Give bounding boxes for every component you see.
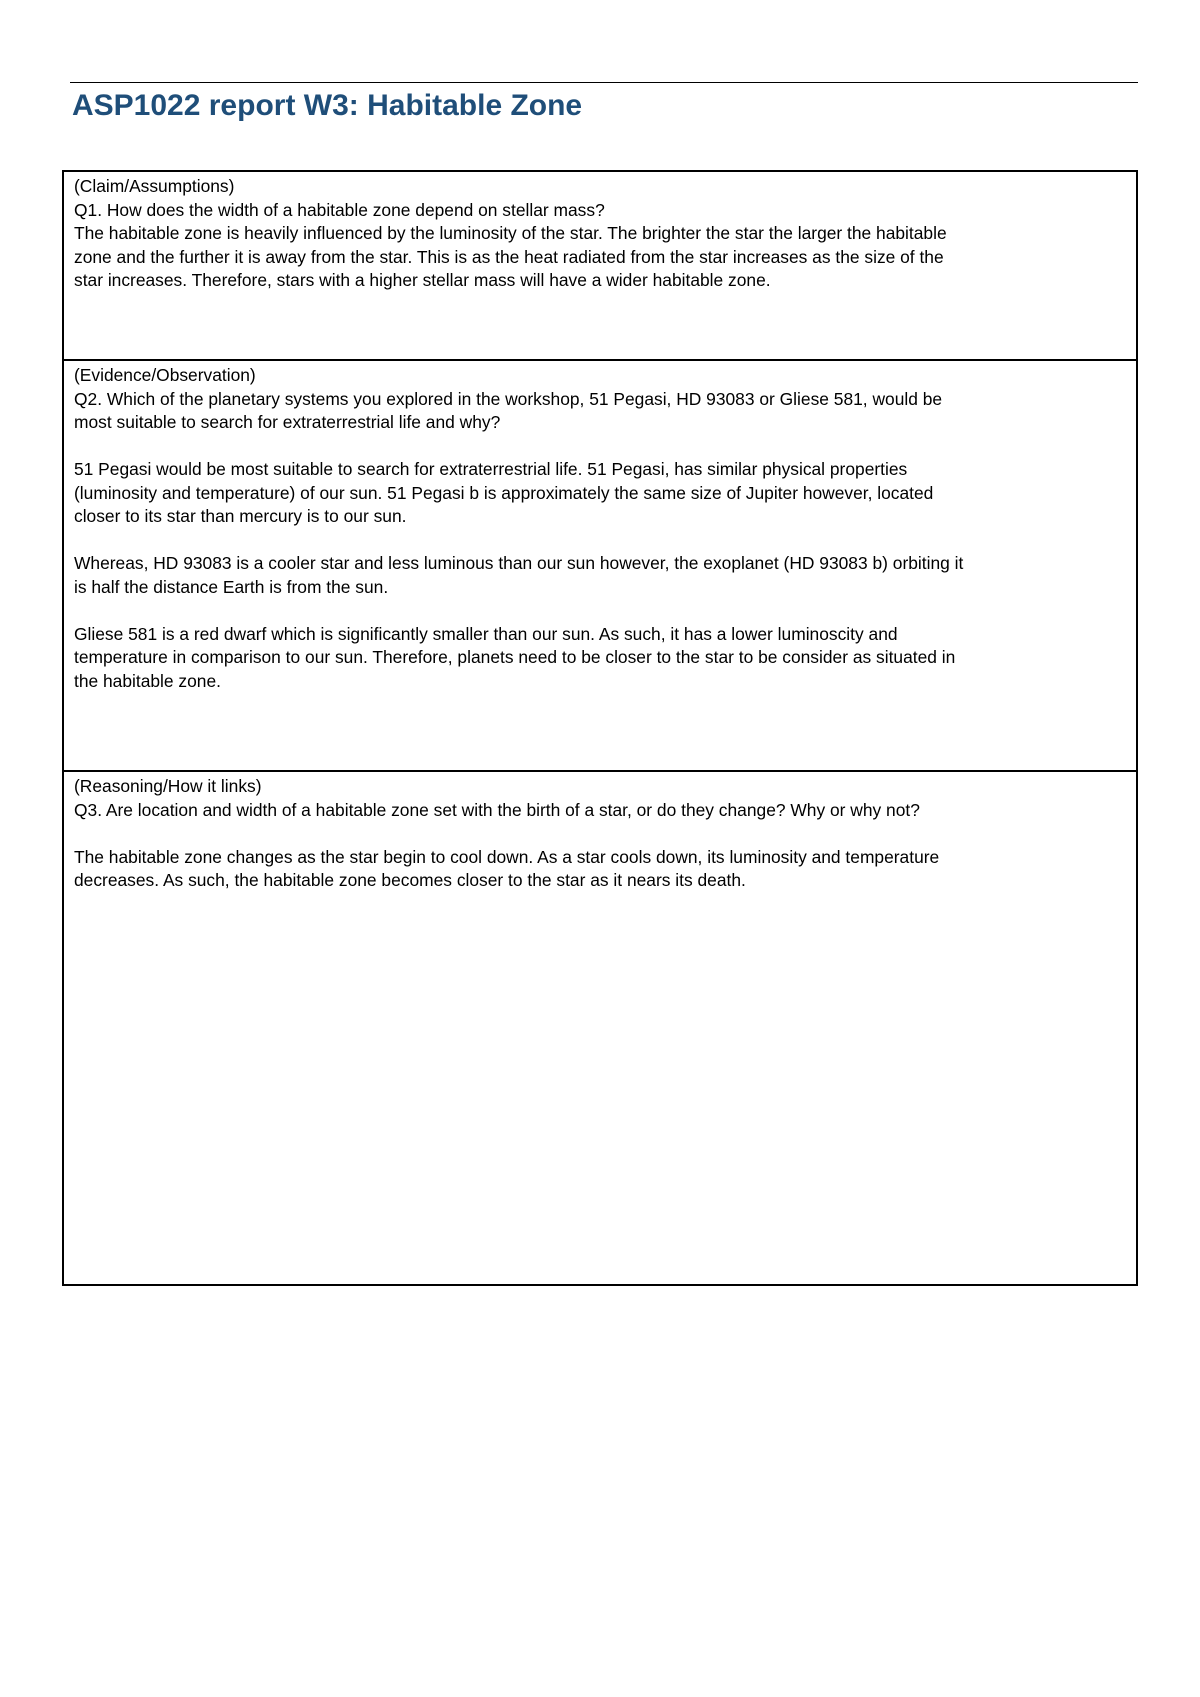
answer-line: the habitable zone. bbox=[74, 670, 221, 691]
question-text: Q1. How does the width of a habitable zone depend on stellar mass? bbox=[74, 199, 605, 220]
answer-line: Gliese 581 is a red dwarf which is significantly smaller than our sun. As such, it has a lower luminoscity and bbox=[74, 623, 898, 644]
answer-paragraph-pegasi bbox=[74, 458, 1126, 529]
answer-line: Whereas, HD 93083 is a cooler star and less luminous than our sun however, the exoplanet (HD 93083 b) orbiting it bbox=[74, 553, 964, 573]
answer-paragraph bbox=[74, 846, 1126, 893]
evidence-section bbox=[64, 359, 1136, 770]
document-title: ASP1022 report W3: Habitable Zone bbox=[72, 89, 583, 122]
answer-line: closer to its star than mercury is to our sun. bbox=[74, 506, 407, 526]
answer-line: decreases. As such, the habitable zone becomes closer to the star as it nears its death. bbox=[74, 870, 746, 890]
paragraph-gap bbox=[74, 435, 1126, 459]
paragraph-gap bbox=[74, 822, 1126, 846]
section-heading: (Reasoning/How it links) bbox=[74, 776, 262, 796]
answer-line: temperature in comparison to our sun. Therefore, planets need to be closer to the star to be consider as situated in bbox=[74, 647, 956, 667]
claim-section bbox=[64, 172, 1136, 359]
paragraph-gap bbox=[74, 599, 1126, 623]
section-heading: (Evidence/Observation) bbox=[74, 365, 256, 385]
answer-paragraph-hd93083 bbox=[74, 552, 1126, 599]
answer-line: The habitable zone is heavily influenced by the luminosity of the star. The brighter the star the larger the habitable bbox=[74, 223, 947, 243]
answer-line: is half the distance Earth is from the sun. bbox=[74, 576, 389, 597]
question-line: most suitable to search for extraterrestrial life and why? bbox=[74, 412, 501, 432]
answer-line: 51 Pegasi would be most suitable to search for extraterrestrial life. 51 Pegasi, has similar physical properties bbox=[74, 459, 908, 479]
question-text bbox=[74, 388, 1126, 435]
answer-line: The habitable zone changes as the star begin to cool down. As a star cools down, its luminosity and temperature bbox=[74, 846, 940, 867]
paragraph-gap bbox=[74, 529, 1126, 553]
answer-paragraph-gliese bbox=[74, 623, 1126, 694]
answer-line: (luminosity and temperature) of our sun. 51 Pegasi b is approximately the same size of Jupiter however, located bbox=[74, 482, 934, 503]
answer-line: zone and the further it is away from the star. This is as the heat radiated from the star increases as the size of the bbox=[74, 246, 944, 267]
answer-paragraph bbox=[74, 222, 1126, 293]
header-rule bbox=[70, 82, 1138, 83]
question-text: Q3. Are location and width of a habitable zone set with the birth of a star, or do they change? Why or why not? bbox=[74, 799, 920, 820]
question-line: Q2. Which of the planetary systems you explored in the workshop, 51 Pegasi, HD 93083 or Gliese 581, would be bbox=[74, 388, 943, 409]
section-heading: (Claim/Assumptions) bbox=[74, 176, 235, 196]
answer-line: star increases. Therefore, stars with a higher stellar mass will have a wider habitable zone. bbox=[74, 270, 771, 290]
reasoning-section bbox=[64, 770, 1136, 1284]
report-table bbox=[62, 170, 1138, 1286]
